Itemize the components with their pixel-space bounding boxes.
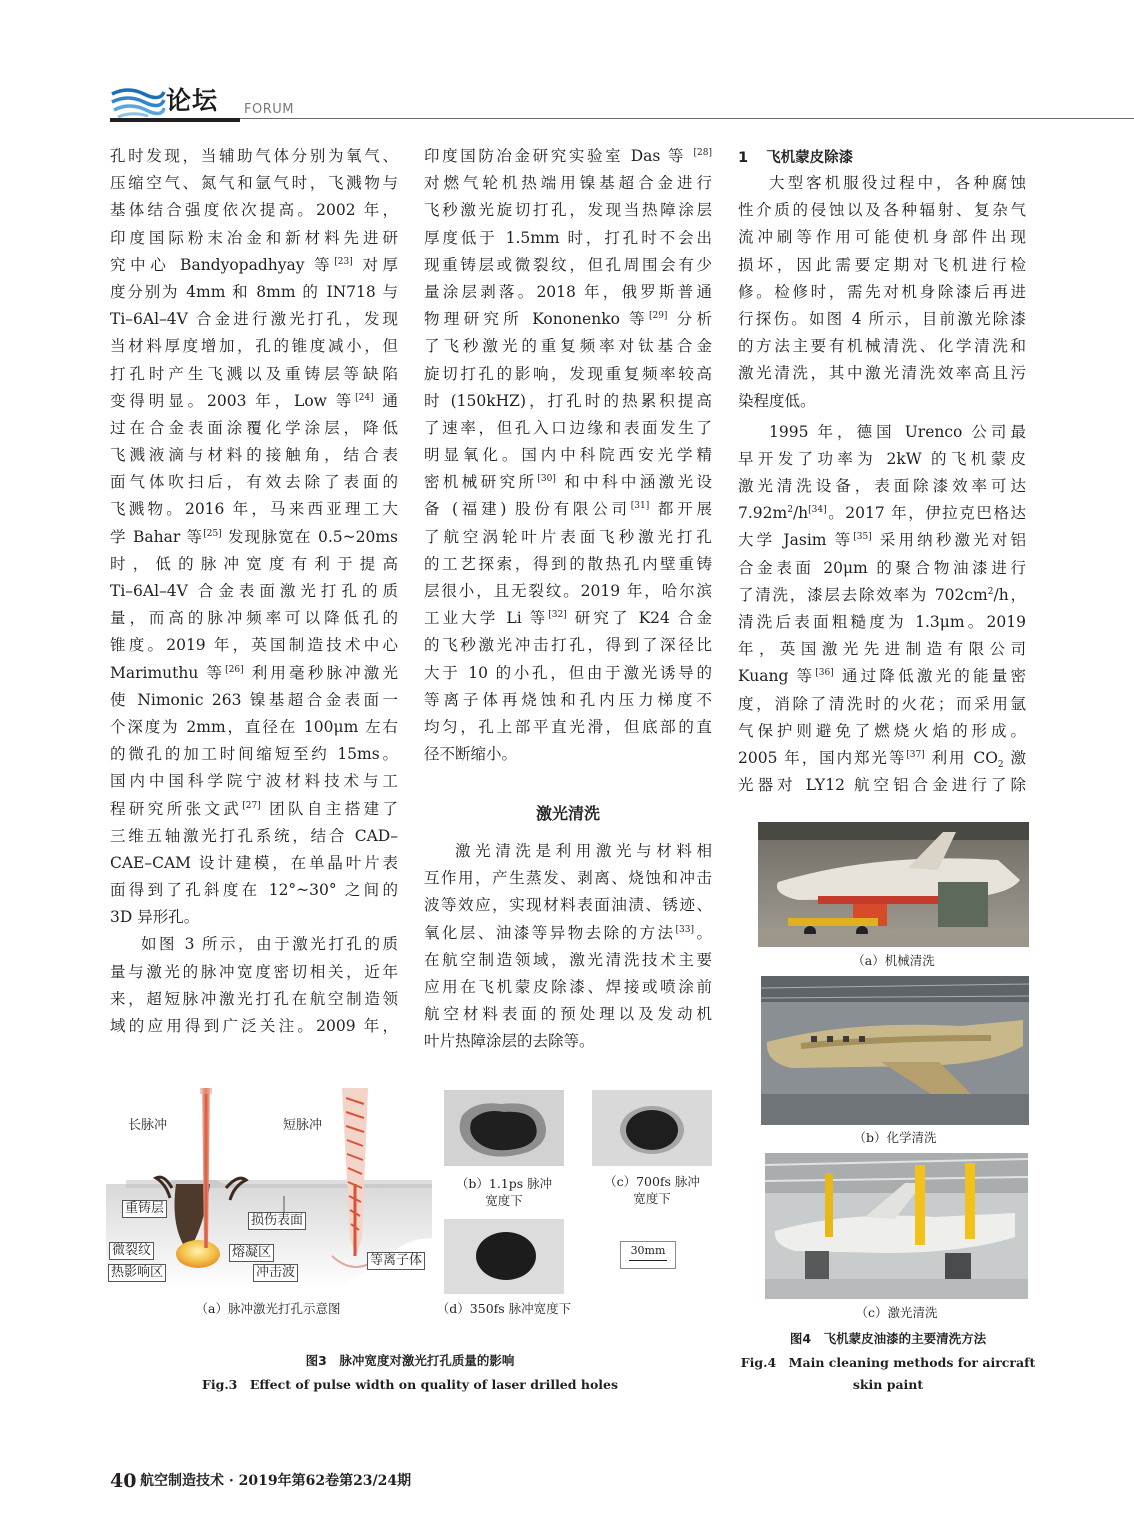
fig3-caption-a: （a）脉冲激光打孔示意图: [195, 1301, 341, 1316]
text-line: 损坏，因此需要定期对飞机进行检: [738, 255, 1026, 274]
page-number: 40: [110, 1470, 137, 1492]
scale-bar-label: 30mm: [630, 1244, 666, 1257]
label-shock-wave: 冲击波: [253, 1264, 298, 1282]
text-line: 工业大学 Li 等[32] 研究了 K24 合金: [424, 609, 712, 628]
fig3-caption-c-line2: 宽度下: [633, 1191, 671, 1206]
text-line: 如图 3 所示，由于激光打孔的质: [141, 935, 398, 954]
text-line: 程研究所张文武[27] 团队自主搭建了: [110, 799, 398, 818]
text-line: 时，低的脉冲宽度有利于提高: [110, 554, 398, 573]
micrograph-350fs: [444, 1219, 564, 1294]
text-line: 时 (150kHZ)，打孔时的热累积提高: [424, 391, 712, 410]
text-line: $7.92m^2/h[34]$。2017 年，伊拉克巴格达: [738, 504, 1026, 523]
text-line: 学 Bahar 等[25] 发现脉宽在 0.5~20ms: [110, 527, 398, 546]
text-line: 早开发了功率为 2kW 的飞机蒙皮: [738, 449, 1026, 468]
text-line: 旋切打孔的影响，发现重复频率较高: [424, 364, 712, 383]
text-line: 备 (福建) 股份有限公司[31] 都开展: [424, 500, 712, 519]
text-line: 了速率，但孔入口边缘和表面发生了: [424, 418, 712, 437]
fig4-title-cn: 图4 飞机蒙皮油漆的主要清洗方法: [789, 1331, 987, 1346]
micrograph-1-1ps: [444, 1090, 564, 1166]
text-line: Marimuthu 等[26] 利用毫秒脉冲激光: [110, 663, 398, 682]
fig3-caption-d: （d）350fs 脉冲宽度下: [436, 1301, 572, 1316]
text-line: 国内中国科学院宁波材料技术与工: [110, 772, 398, 791]
text-line: 量与激光的脉冲宽度密切相关，近年: [110, 962, 398, 981]
text-line: 印度国防冶金研究实验室 Das 等 [28]: [424, 147, 712, 165]
section-title: 论坛: [166, 86, 219, 115]
journal-logo-icon: [110, 84, 166, 118]
text-line: 个深度为 2mm，直径在 100μm 左右: [110, 717, 398, 736]
text-line: 面得到了孔斜度在 12°~30° 之间的: [110, 881, 398, 900]
text-line: 明显氧化。国内中科院西安光学精: [424, 446, 712, 465]
text-line: 压缩空气、氮气和氩气时，飞溅物与: [110, 174, 398, 193]
laser-cleaning-photo: [765, 1153, 1028, 1299]
text-line: 在航空制造领域，激光清洗技术主要: [424, 950, 712, 969]
text-line: 应用在飞机蒙皮除漆、焊接或喷涂前: [424, 977, 712, 996]
text-line: 究中心 Bandyopadhyay 等[23] 对厚: [110, 255, 398, 274]
label-short-pulse: 短脉冲: [283, 1118, 323, 1133]
text-line: 厚度低于 1.5mm 时，打孔时不会出: [424, 228, 712, 247]
text-line: 层很小，且无裂纹。2019 年，哈尔滨: [424, 582, 712, 600]
text-line: 飞溅液滴与材料的接触角，结合表: [110, 446, 398, 465]
text-line: 打孔时产生飞溅以及重铸层等缺陷: [110, 364, 398, 383]
fig3-title-cn: 图3 脉冲宽度对激光打孔质量的影响: [305, 1353, 515, 1368]
journal-footer: 航空制造技术 · 2019年第62卷第23/24期: [140, 1473, 412, 1489]
section-subtitle: FORUM: [244, 102, 294, 117]
section-heading-laser-cleaning: 激光清洗: [535, 804, 600, 823]
text-line: 当材料厚度增加，孔的锥度减小，但: [110, 337, 398, 356]
text-line: 飞溅物。2016 年，马来西亚理工大: [110, 500, 398, 519]
text-line: 量，而高的脉冲频率可以降低孔的: [110, 609, 398, 628]
text-line: 航空材料表面的预处理以及发动机: [424, 1005, 712, 1024]
text-line: 量涂层剥落。2018 年，俄罗斯普通: [424, 282, 712, 301]
text-line: 飞秒激光旋切打孔，发现当热障涂层: [424, 201, 712, 220]
label-heat-affected-zone: 热影响区: [108, 1264, 166, 1282]
text-line: 三维五轴激光打孔系统，结合 CAD–: [110, 826, 398, 845]
text-line: 的飞秒激光冲击打孔，得到了深径比: [424, 636, 712, 655]
text-line: CAE–CAM 设计建模，在单晶叶片表: [110, 853, 398, 872]
text-line: 行探伤。如图 4 所示，目前激光除漆: [738, 309, 1026, 328]
label-long-pulse: 长脉冲: [128, 1118, 168, 1133]
text-column-3: [738, 170, 1026, 799]
fig4-caption-a: （a）机械清洗: [852, 953, 935, 968]
text-line: 染程度低。: [738, 391, 816, 410]
text-line: 了飞秒激光的重复频率对钛基合金: [424, 337, 712, 356]
text-line: 了清洗，漆层去除效率为 $702cm^2/h$，: [738, 585, 1026, 604]
text-line: 度分别为 4mm 和 8mm 的 IN718 与: [110, 282, 398, 301]
text-column-2b: [424, 838, 712, 1056]
text-line: 现重铸层或微裂纹，但孔周围会有少: [424, 255, 712, 274]
text-line: 过在合金表面涂覆化学涂层，降低: [110, 418, 398, 437]
text-line: 均匀，孔上部平直光滑，但底部的直: [424, 717, 712, 736]
text-line: 锥度。2019 年，英国制造技术中心: [110, 636, 398, 655]
label-melt-zone: 熔凝区: [229, 1244, 274, 1262]
text-line: 的方法主要有机械清洗、化学清洗和: [738, 337, 1026, 356]
text-line: 氧化层、油漆等异物去除的方法[33]。: [424, 923, 712, 942]
text-column-2: [424, 143, 712, 768]
text-column-1: [110, 143, 398, 1040]
text-line: 等离子体再烧蚀和孔内压力梯度不: [424, 690, 712, 709]
text-line: 密机械研究所[30] 和中科中涵激光设: [424, 473, 712, 492]
scale-bar-box: [620, 1241, 676, 1269]
text-line: 激光清洗是利用激光与材料相: [455, 842, 712, 860]
text-line: 激光清洗设备，表面除漆效率可达: [738, 477, 1026, 496]
text-line: 年，英国激光先进制造有限公司: [738, 640, 1026, 659]
label-recast-layer: 重铸层: [122, 1200, 167, 1218]
text-line: 光器对 LY12 航空铝合金进行了除: [738, 776, 1026, 795]
text-line: 大型客机服役过程中，各种腐蚀: [769, 174, 1026, 192]
text-line: 物理研究所 Kononenko 等[29] 分析: [424, 310, 712, 329]
text-line: 了航空涡轮叶片表面飞秒激光打孔: [424, 527, 712, 546]
text-line: 1995 年，德国 Urenco 公司最: [769, 422, 1026, 441]
text-line: 径不断缩小。: [424, 745, 518, 764]
text-line: 流冲刷等作用可能使机身部件出现: [738, 228, 1026, 247]
text-line: 面气体吹扫后，有效去除了表面的: [110, 473, 398, 492]
text-line: 激光清洗，其中激光清洗效率高且污: [738, 364, 1026, 383]
header-rule: [110, 118, 240, 122]
text-line: 变得明显。2003 年，Low 等[24] 通: [110, 391, 398, 410]
text-line: 的微孔的加工时间缩短至约 15ms。: [110, 745, 398, 764]
micrograph-700fs: [592, 1090, 712, 1166]
text-line: 波等效应，实现材料表面油渍、锈迹、: [424, 896, 712, 915]
fig3-caption-b-line2: 宽度下: [485, 1193, 523, 1208]
text-line: 2005 年，国内郑光等[37] 利用 $CO_2$ 激: [738, 748, 1026, 771]
text-line: 3D 异形孔。: [110, 908, 200, 927]
fig4-caption-c: （c）激光清洗: [855, 1305, 938, 1320]
fig4-title-en-line2: skin paint: [852, 1377, 924, 1392]
text-line: 来，超短脉冲激光打孔在航空制造领: [110, 989, 398, 1008]
section-heading-1: 1 飞机蒙皮除漆: [738, 150, 854, 166]
chemical-cleaning-photo: [761, 976, 1029, 1125]
text-line: 合金表面 20μm 的聚合物油漆进行: [738, 558, 1026, 577]
text-line: 性介质的侵蚀以及各种辐射、复杂气: [738, 201, 1026, 220]
text-line: Ti–6Al–4V 合金表面激光打孔的质: [110, 582, 398, 600]
fig3-caption-c-line1: （c）700fs 脉冲: [604, 1174, 700, 1189]
text-line: 对燃气轮机热端用镍基超合金进行: [424, 174, 712, 193]
header-rule-thin: [240, 118, 1134, 119]
text-line: 度，消除了清洗时的火花；而采用氩: [738, 694, 1026, 713]
label-plasma: 等离子体: [367, 1252, 425, 1270]
mechanical-cleaning-photo: [758, 822, 1029, 947]
text-line: 叶片热障涂层的去除等。: [424, 1032, 595, 1051]
text-line: Kuang 等[36] 通过降低激光的能量密: [738, 667, 1026, 686]
text-line: 清洗后表面粗糙度为 1.3μm。2019: [738, 613, 1026, 631]
text-line: 修。检修时，需先对机身除漆后再进: [738, 282, 1026, 301]
label-damaged-surface: 损伤表面: [248, 1212, 306, 1230]
text-line: 域的应用得到广泛关注。2009 年，: [110, 1017, 398, 1035]
text-line: 使 Nimonic 263 镍基超合金表面一: [110, 690, 398, 709]
text-line: 的工艺探索，得到的散热孔内壁重铸: [424, 554, 712, 573]
scale-bar: [629, 1260, 667, 1261]
text-line: 孔时发现，当辅助气体分别为氧气、: [110, 147, 398, 165]
fig3-title-en: Fig.3 Effect of pulse width on quality of laser drilled holes: [201, 1377, 619, 1392]
text-line: Ti–6Al–4V 合金进行激光打孔，发现: [110, 310, 398, 329]
fig4-title-en: Fig.4 Main cleaning methods for aircraft: [740, 1355, 1036, 1370]
text-line: 互作用，产生蒸发、剥离、烧蚀和冲击: [424, 869, 712, 888]
text-line: 基体结合强度依次提高。2002 年，: [110, 201, 398, 220]
text-line: 气保护则避免了燃烧火焰的形成。: [738, 721, 1026, 740]
label-microcrack: 微裂纹: [109, 1242, 154, 1260]
fig4-caption-b: （b）化学清洗: [853, 1130, 937, 1145]
fig3-caption-b-line1: （b）1.1ps 脉冲: [455, 1176, 553, 1191]
text-line: 印度国际粉末冶金和新材料先进研: [110, 228, 398, 247]
text-line: 大于 10 的小孔，但由于激光诱导的: [424, 663, 712, 682]
text-line: 大学 Jasim 等[35] 采用纳秒激光对铝: [738, 531, 1026, 550]
